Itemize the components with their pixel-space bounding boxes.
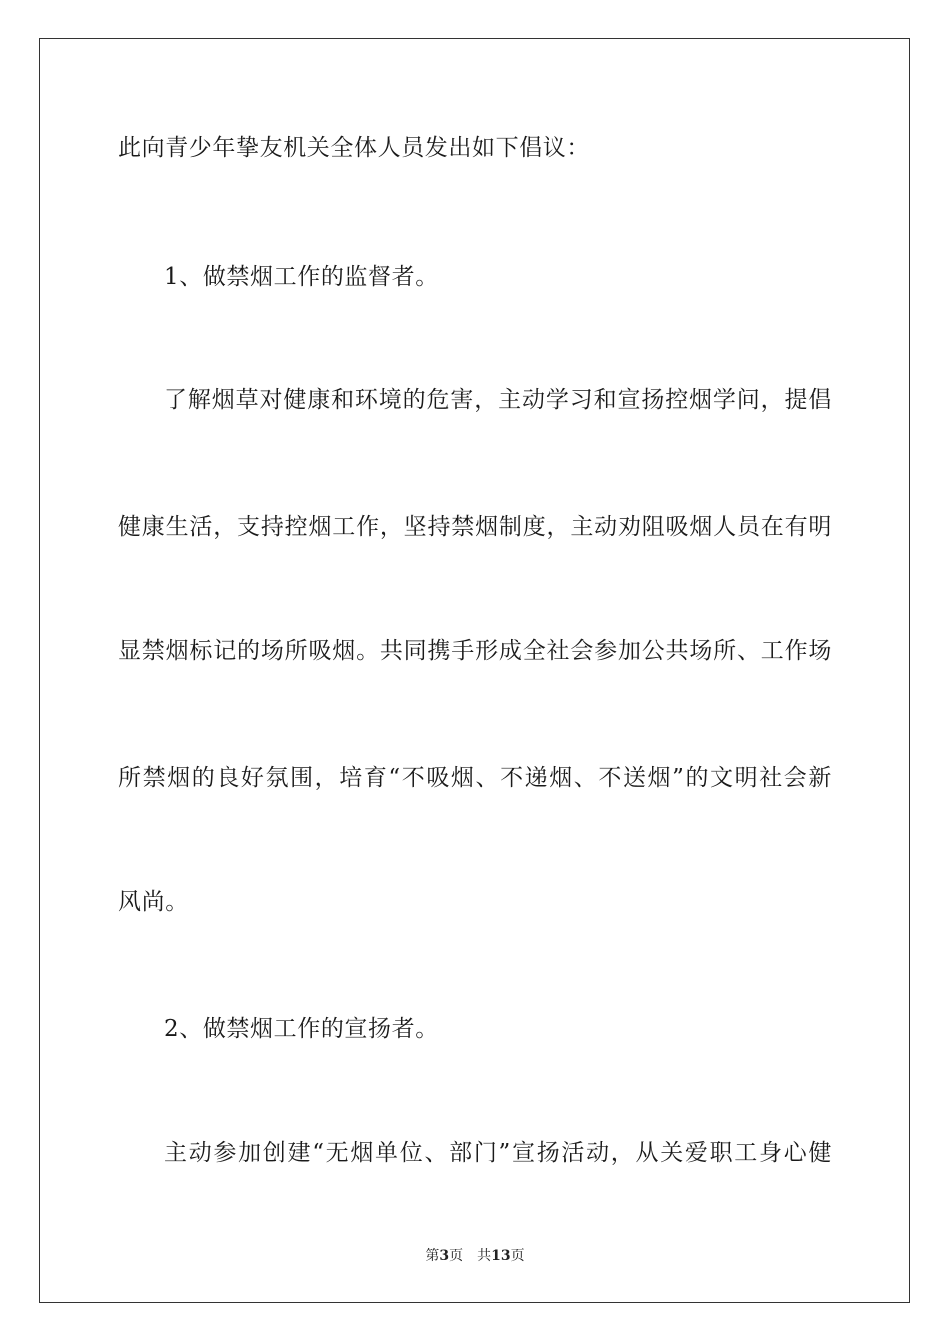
paragraph-line-6: 风尚。 <box>118 889 189 915</box>
heading-item-2: 2、做禁烟工作的宣扬者。 <box>164 1016 439 1042</box>
page-footer <box>0 1246 950 1266</box>
page-frame <box>39 38 910 1303</box>
heading-item-1: 1、做禁烟工作的监督者。 <box>164 264 439 290</box>
paragraph-line-1: 此向青少年挚友机关全体人员发出如下倡议： <box>118 135 590 161</box>
footer-total-suffix: 页 <box>510 1248 525 1264</box>
footer-page-suffix: 页 <box>449 1248 464 1264</box>
paragraph-line-2: 了解烟草对健康和环境的危害，主动学习和宣扬控烟学问，提倡 <box>164 387 832 413</box>
paragraph-line-7: 主动参加创建“无烟单位、部门”宣扬活动，从关爱职工身心健 <box>164 1140 832 1166</box>
footer-total-prefix: 共 <box>477 1248 492 1264</box>
footer-page-prefix: 第 <box>425 1248 440 1264</box>
paragraph-line-5: 所禁烟的良好氛围，培育“不吸烟、不递烟、不送烟”的文明社会新 <box>118 765 832 791</box>
paragraph-line-4: 显禁烟标记的场所吸烟。共同携手形成全社会参加公共场所、工作场 <box>118 638 832 664</box>
footer-total-pages: 13 <box>491 1248 511 1264</box>
footer-current-page: 3 <box>439 1248 450 1264</box>
paragraph-line-3: 健康生活，支持控烟工作，坚持禁烟制度，主动劝阻吸烟人员在有明 <box>118 514 832 540</box>
